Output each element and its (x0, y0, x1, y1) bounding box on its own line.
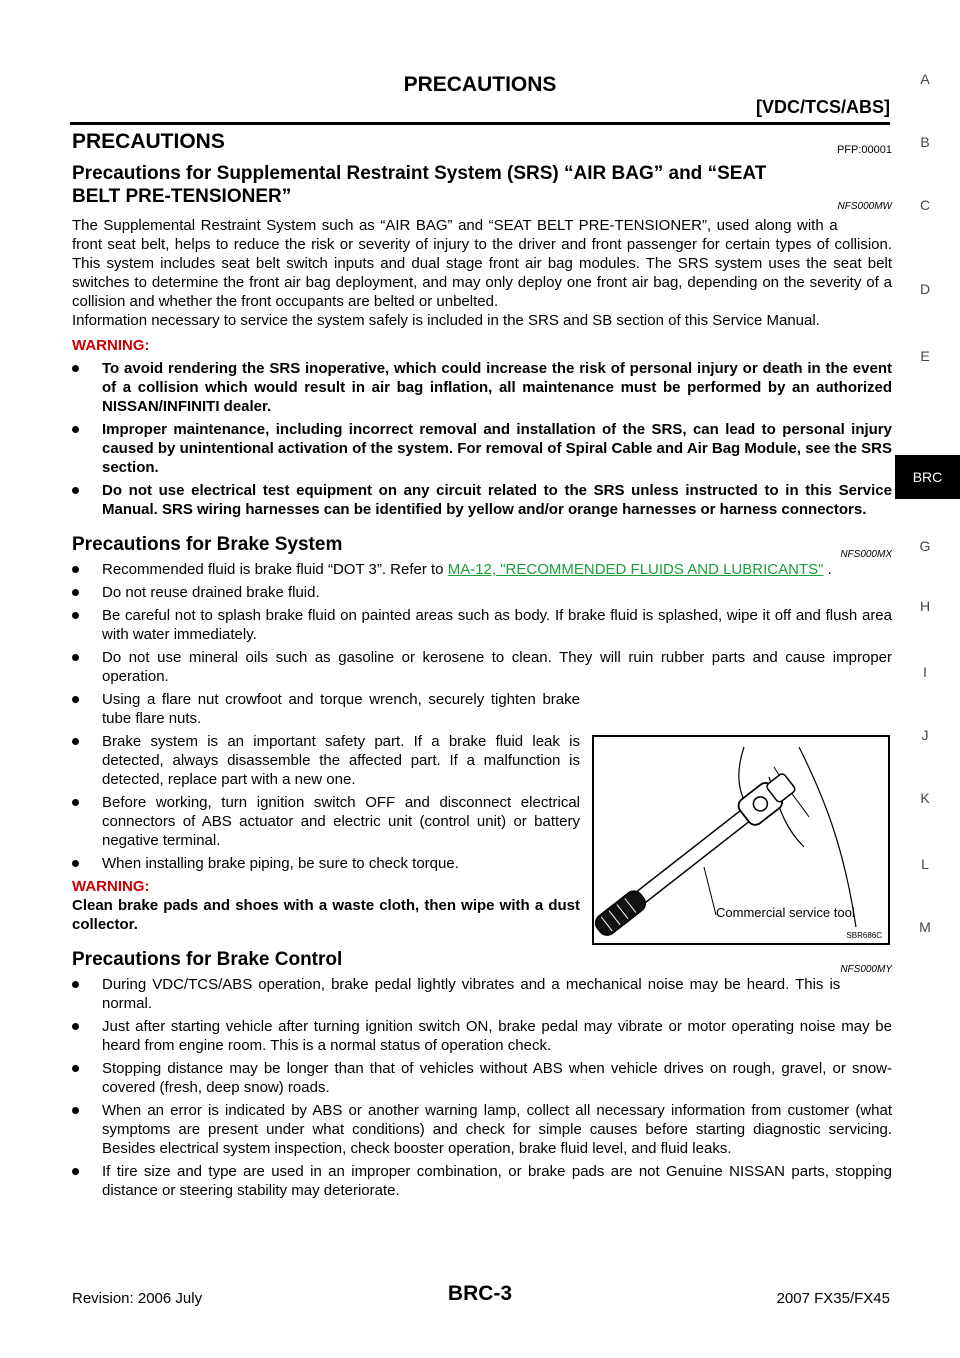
list-item (72, 420, 892, 477)
list-item (72, 1101, 892, 1158)
index-letter[interactable]: H (919, 598, 931, 614)
srs-heading-line2: BELT PRE-TENSIONER” (72, 186, 292, 207)
list-item-text: Recommended fluid is brake fluid “DOT 3”. Refer to (102, 561, 448, 578)
bullet-icon (72, 1065, 79, 1072)
srs-body-2: Information necessary to service the system safely is included in the SRS and SB section of this Service Manual. (72, 312, 820, 329)
brake-system-heading (72, 533, 892, 560)
index-letter[interactable]: E (920, 348, 930, 364)
bullet-icon (72, 589, 79, 596)
srs-warning-list (72, 359, 892, 519)
brake-system-list-narrow (72, 690, 580, 873)
list-item (72, 648, 892, 686)
index-letter[interactable]: B (920, 134, 930, 150)
index-letter[interactable]: D (919, 281, 931, 297)
list-item (72, 583, 892, 602)
list-item (72, 732, 580, 789)
brake-warning-label: WARNING: (72, 878, 150, 895)
index-letter[interactable]: I (923, 664, 927, 680)
list-item-text: Before working, turn ignition switch OFF and disconnect electrical connectors of ABS actuator and electric unit (control unit) or battery negative terminal. (102, 794, 580, 849)
brake-warning-text: Clean brake pads and shoes with a waste cloth, then wipe with a dust collector. (72, 897, 580, 933)
list-item-text: Do not use electrical test equipment on any circuit related to the SRS unless instructed to in this Service Manual. SRS wiring harnesses can be identified by yellow and/or orange harnesses or harness connectors. (102, 482, 892, 518)
brake-control-heading-text: Precautions for Brake Control (72, 949, 343, 970)
bullet-icon (72, 696, 79, 703)
srs-heading-line1: Precautions for Supplemental Restraint System (SRS) “AIR BAG” and “SEAT (72, 163, 767, 184)
bullet-icon (72, 860, 79, 867)
srs-warning-label: WARNING: (72, 337, 150, 354)
srs-body-1: The Supplemental Restraint System such as “AIR BAG” and “SEAT BELT PRE-TENSIONER”, used along with a front seat belt, helps to reduce the risk or severity of injury to the driver and front passenger for certain types of collision. This system includes seat belt switch inputs and dual stage front air bag modules. The SRS system uses the seat belt switches to determine the front air bag deployment, and may only deploy one front air bag, depending on the severity of a collision and whether the front occupants are belted or unbelted. (72, 217, 892, 310)
list-item (72, 1017, 892, 1055)
list-item (72, 854, 580, 873)
fluids-reference-link[interactable]: MA-12, "RECOMMENDED FLUIDS AND LUBRICANTS" (447, 561, 824, 578)
list-item (72, 481, 892, 519)
brake-control-code: NFS000MY (840, 964, 892, 975)
list-item (72, 1059, 892, 1097)
bullet-icon (72, 566, 79, 573)
list-item (72, 606, 892, 644)
brake-system-list (72, 560, 892, 686)
brake-system-heading-text: Precautions for Brake System (72, 534, 343, 555)
index-letter[interactable]: M (919, 919, 931, 935)
list-item-text: Improper maintenance, including incorrect removal and installation of the SRS, can lead to personal injury caused by unintentional activation of the system. For removal of Spiral Cable and Air Bag Module, see the SRS section. (102, 421, 892, 476)
bullet-icon (72, 654, 79, 661)
header-rule (70, 122, 890, 125)
index-tab-active[interactable]: BRC (895, 455, 960, 499)
list-item (72, 975, 892, 1013)
brake-control-list (72, 975, 892, 1200)
list-item (72, 560, 892, 579)
bullet-icon (72, 738, 79, 745)
index-letter[interactable]: J (921, 727, 929, 743)
section-title-text: PRECAUTIONS (72, 130, 225, 153)
list-item (72, 690, 580, 728)
list-item-text: If tire size and type are used in an improper combination, or brake pads are not Genuine NISSAN parts, stopping distance or steering stability may deteriorate. (102, 1163, 892, 1199)
bullet-icon (72, 487, 79, 494)
page-header-title: PRECAUTIONS (403, 73, 557, 96)
list-item (72, 359, 892, 416)
list-item (72, 1162, 892, 1200)
list-item-text: Using a flare nut crowfoot and torque wrench, securely tighten brake tube flare nuts. (102, 691, 580, 727)
figure-label: Commercial service tool (716, 905, 855, 920)
page-content (72, 126, 892, 1200)
brake-control-heading (72, 948, 892, 975)
bullet-icon (72, 981, 79, 988)
bullet-icon (72, 1168, 79, 1175)
list-item-text: Brake system is an important safety part. If a brake fluid leak is detected, always disassemble the affected part. If a malfunction is detected, replace part with a new one. (102, 733, 580, 788)
bullet-icon (72, 365, 79, 372)
srs-code: NFS000MW (837, 201, 892, 212)
index-letter[interactable]: C (919, 197, 931, 213)
figure-code: SBR686C (846, 931, 882, 940)
bullet-icon (72, 1107, 79, 1114)
bullet-icon (72, 799, 79, 806)
list-item-text: Just after starting vehicle after turning ignition switch ON, brake pedal may vibrate or motor operating noise may be heard from engine room. This is a normal status of operation check. (102, 1018, 892, 1054)
list-item-text: When an error is indicated by ABS or another warning lamp, collect all necessary information from customer (what symptoms are present under what conditions) and check for simple causes before starting diagnostic servicing. Besides electrical system inspection, check booster operation, brake fluid level, and fluid leaks. (102, 1102, 892, 1157)
index-letter[interactable]: K (920, 790, 930, 806)
bullet-icon (72, 1023, 79, 1030)
srs-heading (72, 162, 892, 212)
list-item-text: Be careful not to splash brake fluid on painted areas such as body. If brake fluid is splashed, wipe it off and flush area with water immediately. (102, 607, 892, 643)
list-item-text: . (823, 561, 832, 578)
bullet-icon (72, 612, 79, 619)
list-item-text: Do not reuse drained brake fluid. (102, 584, 320, 601)
list-item (72, 793, 580, 850)
list-item-text: To avoid rendering the SRS inoperative, which could increase the risk of personal injury or death in the event of a collision which would result in air bag inflation, all maintenance must be performed by an authorized NISSAN/INFINITI dealer. (102, 360, 892, 415)
section-title (72, 126, 892, 154)
footer-page-number: BRC-3 (447, 1282, 513, 1305)
section-index (905, 0, 960, 1358)
page-header-subtitle: [VDC/TCS/ABS] (756, 97, 890, 117)
list-item-text: When installing brake piping, be sure to check torque. (102, 855, 459, 872)
list-item-text: Do not use mineral oils such as gasoline or kerosene to clean. They will ruin rubber parts and cause improper operation. (102, 649, 892, 685)
index-letter[interactable]: L (921, 856, 929, 872)
index-letter[interactable]: A (920, 71, 930, 87)
brake-system-code: NFS000MX (840, 549, 892, 560)
index-letter[interactable]: G (919, 538, 931, 554)
flare-nut-wrench-figure (592, 735, 890, 945)
bullet-icon (72, 426, 79, 433)
list-item-text: Stopping distance may be longer than that of vehicles without ABS when vehicle drives on rough, gravel, or snow-covered (fresh, deep snow) roads. (102, 1060, 892, 1096)
list-item-text: During VDC/TCS/ABS operation, brake pedal lightly vibrates and a mechanical noise may be heard. This is normal. (102, 976, 841, 1012)
brake-system-narrow-column (72, 690, 580, 934)
footer-model: 2007 FX35/FX45 (776, 1290, 890, 1307)
footer-revision: Revision: 2006 July (72, 1290, 203, 1307)
section-code: PFP:00001 (836, 144, 892, 156)
